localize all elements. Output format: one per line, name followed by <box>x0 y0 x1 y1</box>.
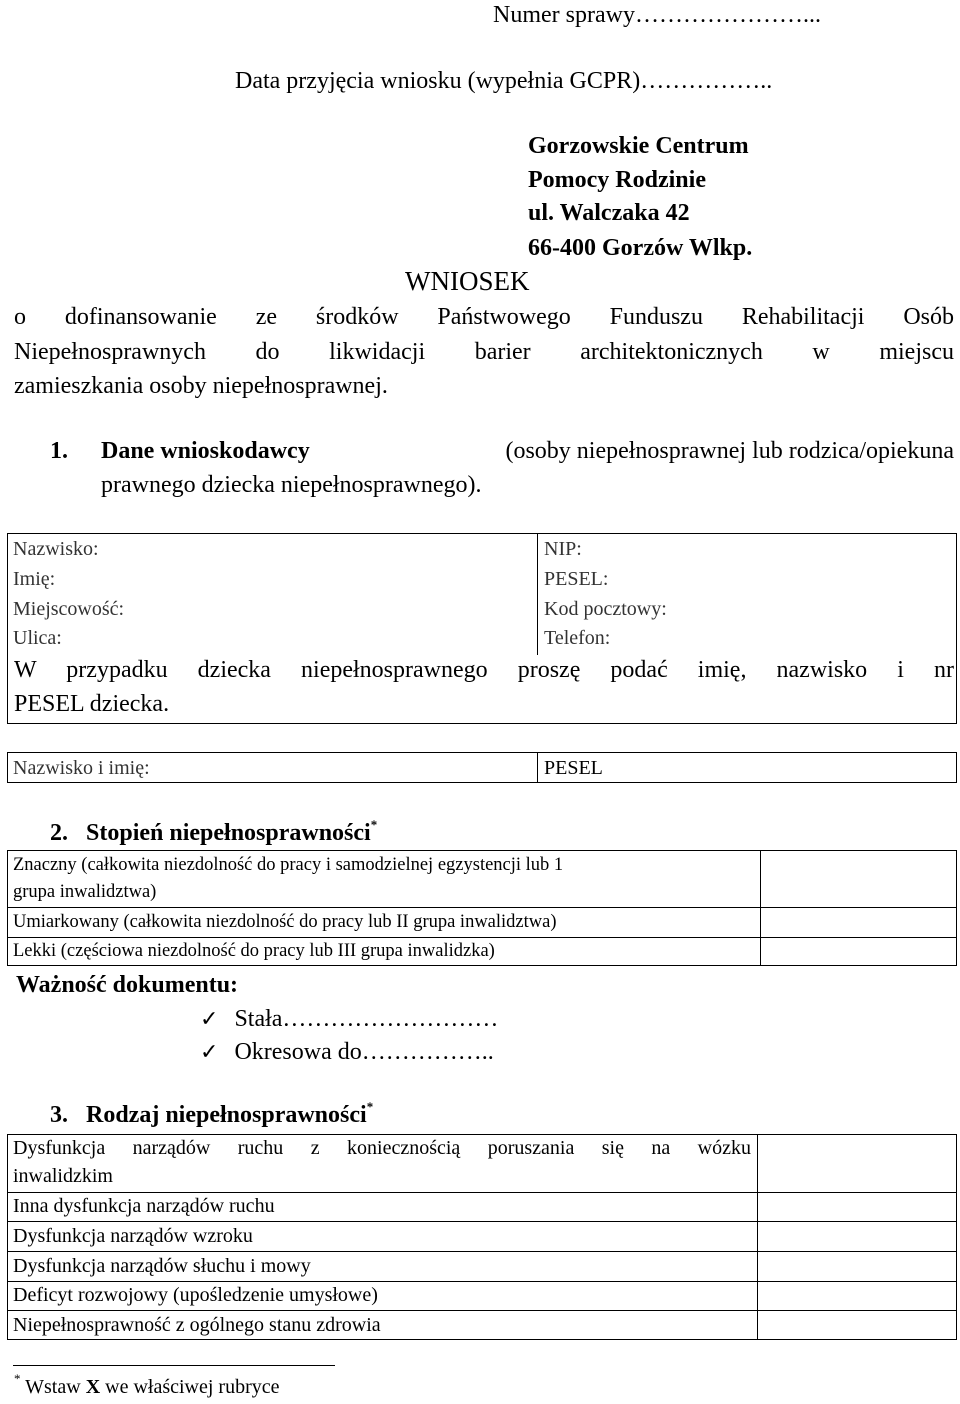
check-icon: ✓ <box>200 1007 219 1032</box>
addressee-line-4: 66-400 Gorzów Wlkp. <box>528 235 753 261</box>
child-note-line-1: W przypadku dziecka niepełnosprawnego proszę podać imię, nazwisko i nr <box>14 657 954 683</box>
disability-degree-checkbox-column <box>760 850 761 966</box>
type-hearing-speech-label: Dysfunkcja narządów słuchu i mowy <box>13 1255 311 1277</box>
validity-permanent-label: Stała……………………… <box>234 1006 499 1032</box>
child-table-divider <box>537 752 538 783</box>
section2-number: 2. <box>50 820 68 846</box>
section2-asterisk: * <box>370 817 378 832</box>
type-developmental-checkbox[interactable] <box>759 1283 955 1309</box>
document-title: WNIOSEK <box>405 266 530 296</box>
nip-field-label[interactable]: NIP: <box>544 538 582 560</box>
type-row-divider-2 <box>7 1221 957 1222</box>
type-wheelchair-line2: inwalidzkim <box>13 1165 113 1187</box>
addressee-line-3: ul. Walczaka 42 <box>528 200 690 226</box>
receipt-date-line[interactable]: Data przyjęcia wniosku (wypełnia GCPR)…………….. <box>235 68 773 94</box>
child-pesel-field-label[interactable]: PESEL <box>544 757 603 779</box>
section2-heading-text: Stopień niepełnosprawności <box>86 820 371 846</box>
type-vision-checkbox[interactable] <box>759 1223 955 1250</box>
subtitle-line-2: Niepełnosprawnych do likwidacji barier architektonicznych w miejscu <box>14 339 954 365</box>
section3-asterisk: * <box>366 1099 374 1114</box>
footnote-text-before: Wstaw <box>20 1376 86 1398</box>
validity-periodic-label: Okresowa do…………….. <box>234 1039 494 1065</box>
case-number-line[interactable]: Numer sprawy…………………... <box>493 2 821 28</box>
validity-permanent-option[interactable] <box>200 1004 498 1035</box>
footnote-x-letter: X <box>85 1376 101 1398</box>
degree-mild-label: Lekki (częściowa niezdolność do pracy lub III grupa inwalidzka) <box>13 941 495 961</box>
child-note-line-2: PESEL dziecka. <box>14 691 170 717</box>
subtitle-line-3: zamieszkania osoby niepełnosprawnej. <box>14 373 388 399</box>
degree-row-divider-2 <box>7 937 957 938</box>
surname-field-label[interactable]: Nazwisko: <box>13 538 99 560</box>
pesel-field-label[interactable]: PESEL: <box>544 568 609 590</box>
degree-significant-checkbox[interactable] <box>762 852 955 906</box>
section3-heading-text: Rodzaj niepełnosprawności <box>86 1102 367 1128</box>
degree-row-divider-1 <box>7 907 957 908</box>
footnote-text-after: we właściwej rubryce <box>100 1376 280 1398</box>
street-field-label[interactable]: Ulica: <box>13 627 62 649</box>
type-developmental-label: Deficyt rozwojowy (upośledzenie umysłowe) <box>13 1284 378 1306</box>
postal-code-field-label[interactable]: Kod pocztowy: <box>544 598 667 620</box>
degree-moderate-checkbox[interactable] <box>762 909 955 936</box>
type-row-divider-4 <box>7 1281 957 1282</box>
type-other-motor-label: Inna dysfunkcja narządów ruchu <box>13 1195 275 1217</box>
check-icon: ✓ <box>200 1040 219 1065</box>
type-wheelchair-checkbox[interactable] <box>759 1136 955 1191</box>
section1-heading-bold: Dane wnioskodawcy <box>101 438 310 464</box>
type-general-health-label: Niepełnosprawność z ogólnego stanu zdrowia <box>13 1314 381 1336</box>
city-field-label[interactable]: Miejscowość: <box>13 598 125 620</box>
type-other-motor-checkbox[interactable] <box>759 1194 955 1220</box>
footnote-asterisk: * <box>14 1371 21 1387</box>
degree-moderate-label: Umiarkowany (całkowita niezdolność do pracy lub II grupa inwalidztwa) <box>13 912 557 932</box>
type-general-health-checkbox[interactable] <box>759 1312 955 1339</box>
type-row-divider-3 <box>7 1251 957 1252</box>
section1-heading-rest: (osoby niepełnosprawnej lub rodzica/opiekuna <box>505 438 954 464</box>
section1-number: 1. <box>50 438 68 464</box>
validity-label: Ważność dokumentu: <box>16 972 239 998</box>
validity-periodic-option[interactable] <box>200 1037 494 1068</box>
section3-number: 3. <box>50 1102 68 1128</box>
applicant-table-divider <box>537 533 538 655</box>
section3-heading <box>50 1100 373 1130</box>
addressee-line-2: Pomocy Rodzinie <box>528 167 706 193</box>
type-hearing-speech-checkbox[interactable] <box>759 1253 955 1280</box>
first-name-field-label[interactable]: Imię: <box>13 568 56 590</box>
type-vision-label: Dysfunkcja narządów wzroku <box>13 1225 253 1247</box>
type-row-divider-1 <box>7 1192 957 1193</box>
footnote <box>14 1371 280 1399</box>
type-row-divider-5 <box>7 1310 957 1311</box>
footnote-separator <box>13 1365 335 1366</box>
section1-heading-line2: prawnego dziecka niepełnosprawnego). <box>101 472 482 498</box>
child-name-field-label[interactable]: Nazwisko i imię: <box>13 757 150 779</box>
type-wheelchair-line1: Dysfunkcja narządów ruchu z koniecznością poruszania się na wózku <box>13 1137 751 1159</box>
subtitle-line-1: o dofinansowanie ze środków Państwowego Funduszu Rehabilitacji Osób <box>14 304 954 330</box>
degree-significant-line2: grupa inwalidztwa) <box>13 882 157 902</box>
phone-field-label[interactable]: Telefon: <box>544 627 611 649</box>
degree-mild-checkbox[interactable] <box>762 939 955 965</box>
degree-significant-line1: Znaczny (całkowita niezdolność do pracy i samodzielnej egzystencji lub 1 <box>13 855 564 875</box>
section2-heading <box>50 818 377 848</box>
addressee-line-1: Gorzowskie Centrum <box>528 133 749 159</box>
section1-heading <box>101 436 954 466</box>
